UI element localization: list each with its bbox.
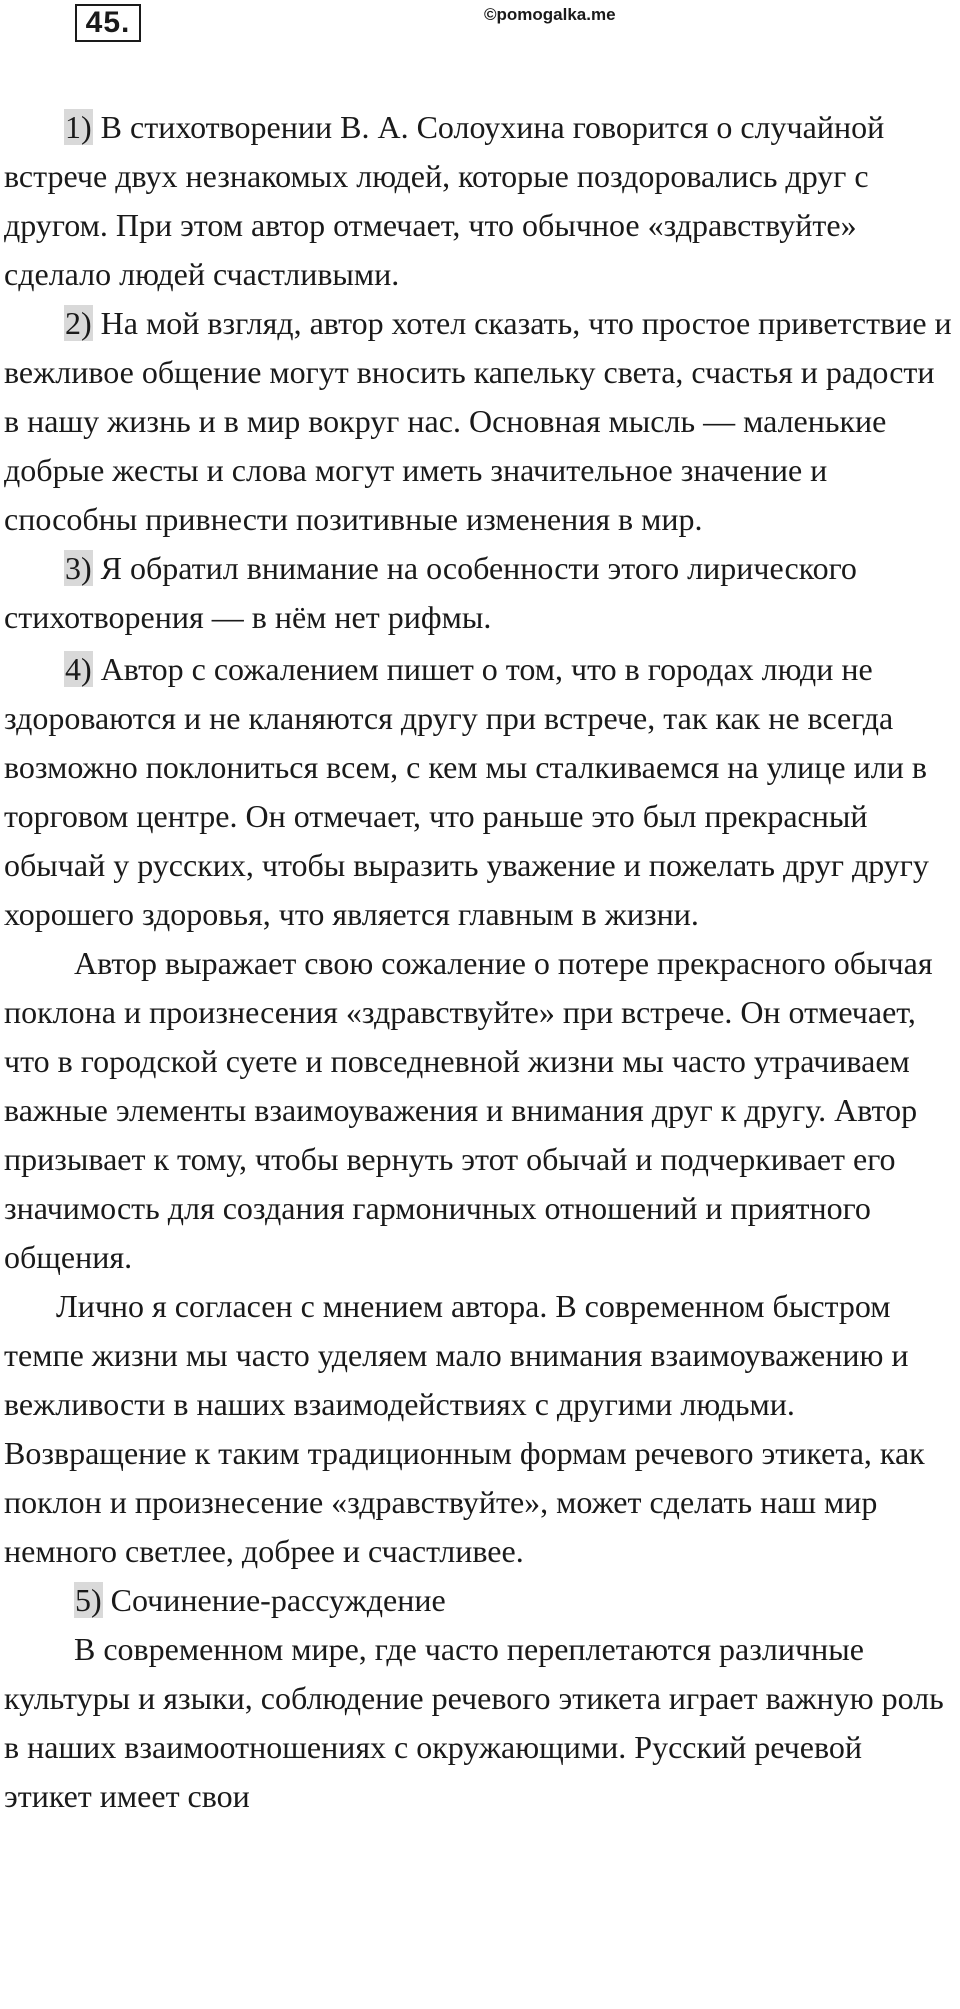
paragraph-5: [4, 939, 954, 1282]
item-marker-3: 3): [65, 550, 92, 586]
item-marker-5: 5): [75, 1582, 102, 1618]
paragraph-2: [4, 299, 954, 544]
paragraph-3: [4, 544, 954, 642]
item-marker-1: 1): [65, 109, 92, 145]
paragraph-4: [4, 645, 954, 939]
paragraph-7-text: Сочинение-рассуждение: [102, 1582, 446, 1618]
paragraph-4-text: Автор с сожалением пишет о том, что в городах люди не здороваются и не кланяются другу при встрече, так как не всегда возможно поклониться всем, с кем мы сталкиваемся на улице или в торговом центре. Он отмечает, что раньше это был прекрасный обычай у русских, чтобы выразить уважение и пожелать друг другу хорошего здоровья, что является главным в жизни.: [4, 651, 929, 932]
paragraph-1: [4, 103, 954, 299]
paragraph-5-text: Автор выражает свою сожаление о потере прекрасного обычая поклона и произнесения «здравствуйте» при встрече. Он отмечает, что в городской суете и повседневной жизни мы часто утрачиваем важные элементы взаимоуважения и внимания друг к другу. Автор призывает к тому, чтобы вернуть этот обычай и подчеркивает его значимость для создания гармоничных отношений и приятного общения.: [4, 945, 933, 1275]
paragraph-6: [4, 1282, 954, 1576]
task-number-box: 45.: [75, 4, 141, 42]
paragraph-2-text: На мой взгляд, автор хотел сказать, что простое приветствие и вежливое общение могут вносить капельку света, счастья и радости в нашу жизнь и в мир вокруг нас. Основная мысль — маленькие добрые жесты и слова могут иметь значительное значение и способны привнести позитивные изменения в мир.: [4, 305, 952, 537]
paragraph-3-text: Я обратил внимание на особенности этого лирического стихотворения — в нём нет рифмы.: [4, 550, 857, 635]
answer-text: [4, 103, 954, 1821]
item-marker-2: 2): [65, 305, 92, 341]
item-marker-4: 4): [65, 651, 92, 687]
paragraph-8: [4, 1625, 954, 1821]
paragraph-1-text: В стихотворении В. А. Солоухина говорится о случайной встрече двух незнакомых людей, которые поздоровались друг с другом. При этом автор отмечает, что обычное «здравствуйте» сделало людей счастливыми.: [4, 109, 885, 292]
paragraph-6-text: Лично я согласен с мнением автора. В современном быстром темпе жизни мы часто уделяем мало внимания взаимоуважению и вежливости в наших взаимодействиях с другими людьми. Возвращение к таким традиционным формам речевого этикета, как поклон и произнесение «здравствуйте», может сделать наш мир немного светлее, добрее и счастливее.: [4, 1288, 925, 1569]
paragraph-7: [4, 1576, 954, 1625]
watermark: ©pomogalka.me: [484, 5, 616, 24]
paragraph-8-text: В современном мире, где часто переплетаются различные культуры и языки, соблюдение речевого этикета играет важную роль в наших взаимоотношениях с окружающими. Русский речевой этикет имеет свои: [4, 1631, 944, 1814]
